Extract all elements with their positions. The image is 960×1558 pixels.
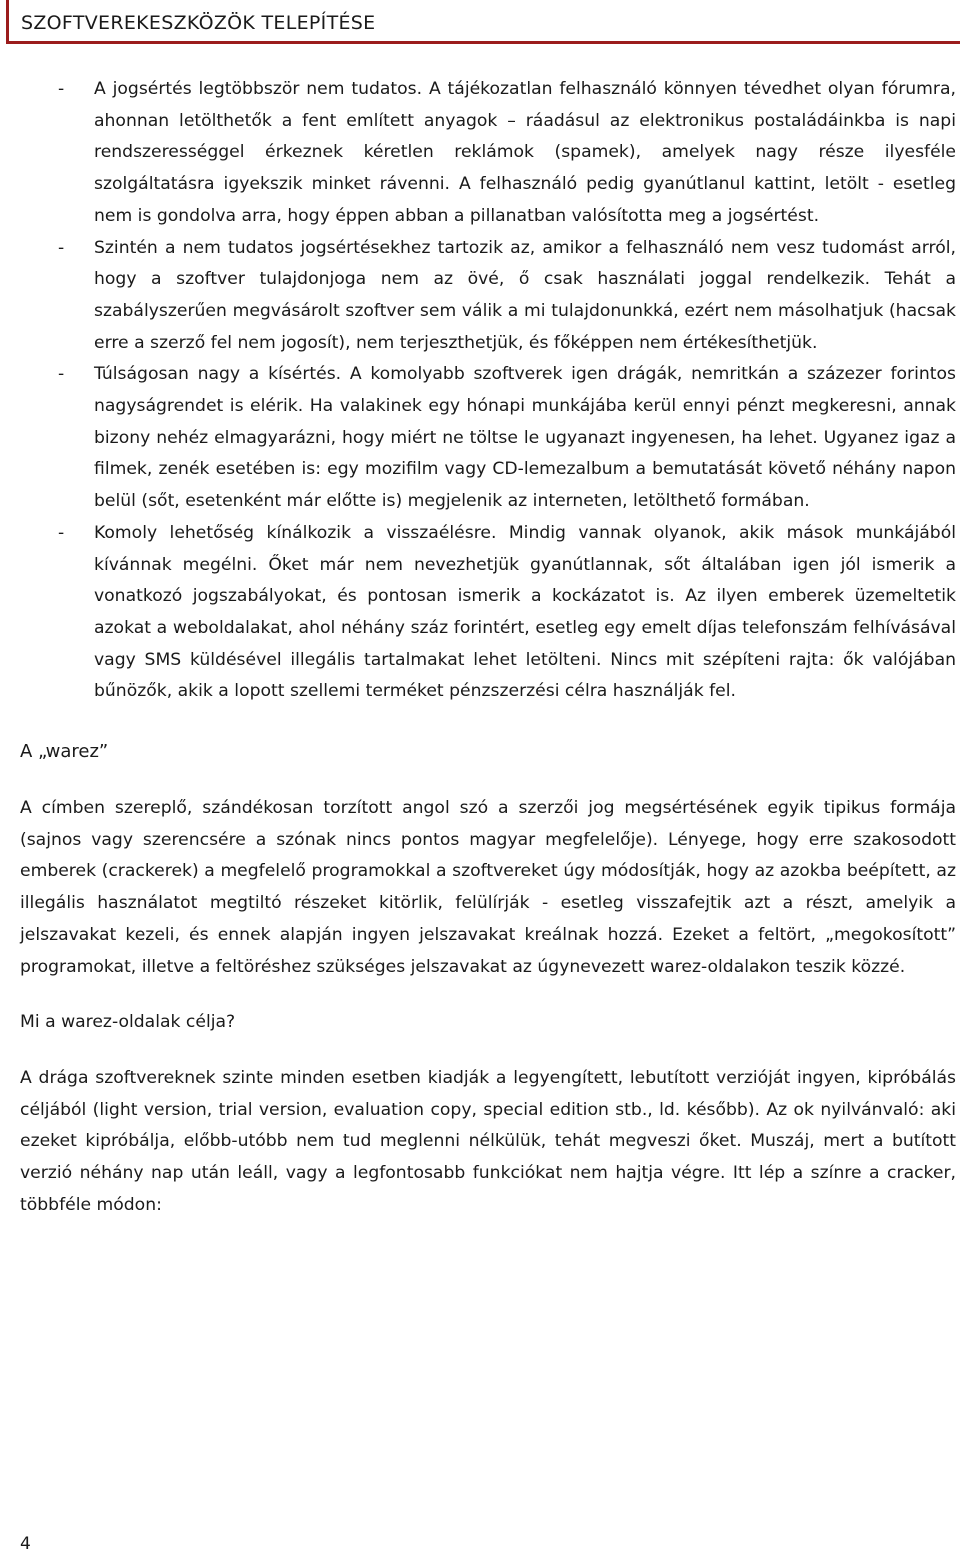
bullet-item [20,74,956,233]
bullet-item [20,359,956,518]
page-number: 4 [20,1534,31,1554]
bullet-item [20,518,956,708]
bullet-text: Túlságosan nagy a kísértés. A komolyabb szoftverek igen drágák, nemritkán a százezer forintos nagyságrendet is elérik. Ha valakinek egy hónapi munkájába kerül ennyi pénzt megkeresni, annak bizony nehéz elmagyarázni, hogy miért ne töltse le ugyanazt ingyenesen, ha lehet. Ugyanez igaz a filmek, zenék esetében is: egy mozifilm vagy CD-lemezalbum a bemutatását követő néhány napon belül (sőt, esetenként már előtte is) megjelenik az interneten, letölthető formában. [94,364,956,512]
section-heading: A „warez” [20,741,109,763]
page-header [6,0,960,44]
bullet-dash: - [58,364,65,385]
page-content [20,74,956,1222]
bullet-text: Szintén a nem tudatos jogsértésekhez tartozik az, amikor a felhasználó nem vesz tudomást arról, hogy a szoftver tulajdonjoga nem az övé, ő csak használati joggal rendelkezik. Tehát a szabályszerűen megvásárolt szoftver sem válik a mi tulajdonunkká, ezért nem másolhatjuk (hacsak erre a szerző fel nem jogosít), nem terjeszthetjük, és főképpen nem értékesíthetjük. [94,237,956,353]
bullet-item [20,233,956,360]
warez-definition-paragraph: A címben szereplő, szándékosan torzított angol szó a szerzői jog megsértésének egyik tipikus formája (sajnos vagy szerencsére a szónak nincs pontos magyar megfelelője). Lényege, hogy erre szakosodott emberek (crackerek) a megfelelő programokkal a szoftvereket úgy módosítják, hogy az azokba beépített, az illegális használatot megtiltó részeket kitörlik, felülírják - esetleg visszafejtik azt a részt, amelyik a jelszavakat kezeli, és ennek alapján ingyen jelszavakat kreálnak hozzá. Ezeket a feltört, „megokosított” programokat, illetve a feltöréshez szükséges jelszavakat az úgynevezett warez-oldalakon teszik közzé. [20,798,956,977]
bullet-text: A jogsértés legtöbbször nem tudatos. A tájékozatlan felhasználó könnyen tévedhet olyan fórumra, ahonnan letölthetők a fent említett anyagok – ráadásul az elektronikus postaládáinkba is napi rendszerességgel érkeznek kéretlen reklámok (spamek), amelyek nagy része ilyesféle szolgáltatásra igyekszik minket rávenni. A felhasználó pedig gyanútlanul kattint, letölt - esetleg nem is gondolva arra, hogy éppen abban a pillanatban valósította meg a jogsértést. [94,79,956,226]
answer-paragraph: A drága szoftvereknek szinte minden esetben kiadják a legyengített, lebutított verzióját ingyen, kipróbálás céljából (light version, trial version, evaluation copy, special edition stb., ld. később). Az ok nyilvánvaló: aki ezeket kipróbálja, előbb-utóbb nem tud meglenni nélkülük, tehát megveszi őket. Muszáj, mert a butított verzió néhány nap után leáll, vagy a legfontosabb funkciókat nem hajtja végre. Itt lép a színre a cracker, többféle módon: [20,1067,956,1215]
bullet-dash: - [58,79,65,99]
bullet-text: Komoly lehetőség kínálkozik a visszaélésre. Mindig vannak olyanok, akik mások munkájából kívánnak megélni. Őket már nem nevezhetjük gyanútlannak, sőt általában igen jól ismerik a vonatkozó jogszabályokat, és pontosan ismerik a kockázatot is. Az ilyen emberek üzemeltetik azokat a weboldalakat, ahol néhány száz forintért, esetleg egy emelt díjas telefonszám felhívásával vagy SMS küldésével illegális tartalmakat lehet letölteni. Nincs mit szépíteni rajta: ők valójában bűnözők, akik a lopott szellemi terméket pénzszerzési célra használják fel. [94,522,956,702]
header-title: SZOFTVEREKESZKÖZÖK TELEPÍTÉSE [21,12,376,34]
bullet-list [20,74,956,708]
question-line: Mi a warez-oldalak célja? [20,1012,236,1033]
bullet-dash: - [58,237,65,258]
bullet-dash: - [58,522,65,543]
